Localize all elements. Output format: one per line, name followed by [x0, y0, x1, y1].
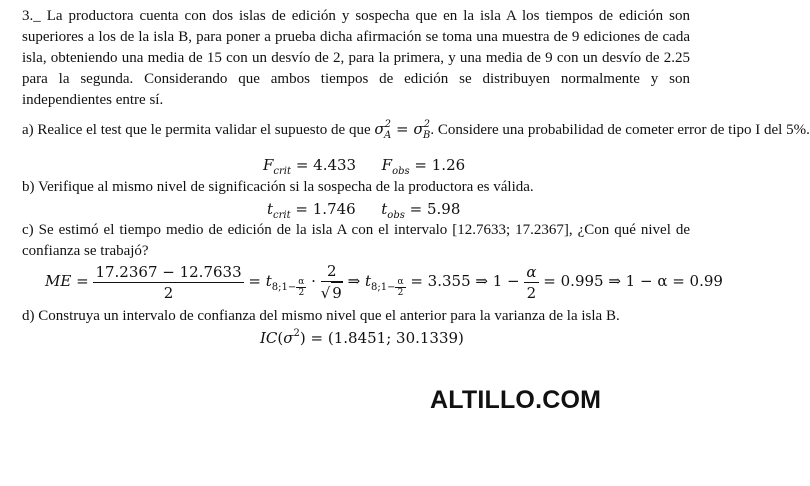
part-b-statement: b) Verifique al mismo nivel de significación si la sospecha de la productora es válida.	[22, 179, 534, 195]
part-d-statement: d) Construya un intervalo de confianza del mismo nivel que el anterior para la varianza de la isla B.	[22, 308, 620, 324]
variance-interval-result: $IC(\sigma^2) = (1.8451$; 30.1339)	[260, 328, 464, 347]
part-c-statement: c) Se estimó el tiempo medio de edición de la isla A con el intervalo [12.7633; 17.2367], ¿Con qué nivel de confianza se trabajó?	[22, 222, 690, 259]
problem-intro: 3._ La productora cuenta con dos islas de edición y sospecha que en la isla A los tiempos de edición son superiores a los de la isla B, para poner a prueba dicha afirmación se toma una muestra de 9 ediciones de cada isla, obteniendo una media de 15 con un desvío de 2, para la primera, y una media de 9 con un desvío de 2.25 para la segunda. Considerando que ambos tiempos de edición se distribuyen normalmente y son independientes entre sí.	[22, 8, 690, 108]
part-a-text-after: . Considere una probabilidad de cometer error de tipo I del 5%.	[430, 122, 810, 138]
f-statistics-result: $F_{crit} = 4.433$ $F_{obs} = 1.26$	[263, 156, 466, 177]
part-a-statement	[22, 114, 810, 146]
interval-width-fraction: $\frac{17.2367 - 12.7633}{2}$	[95, 262, 242, 302]
std-error-fraction: $\frac{2}{√ 9}$	[320, 262, 342, 302]
variance-equality-formula: $\sigma^2_A = \sigma^2_B$	[374, 119, 431, 141]
altillo-watermark-logo: ALTILLO.COM	[430, 386, 602, 414]
part-a-text-before: a) Realice el test que le permita validar el supuesto de que	[22, 122, 371, 138]
alpha-half-fraction: $\frac{\alpha}{2}$	[526, 262, 537, 302]
margin-of-error-derivation: ME = $\frac{17.2367 - 12.7633}{2}$ = $t_{8;1- \frac{\alpha}{2}}$ · $\frac{2}{√ 9}$ ⇒ $t_{8;1- \frac{\alpha}{2}}$ = 3.355 ⇒ 1 − $\frac{\alpha}{2}$ = 0.995 ⇒ 1 − α = 0.99	[45, 262, 723, 302]
t-statistics-result: $t_{crit} = 1.746$ $t_{obs} = 5.98$	[267, 200, 461, 221]
